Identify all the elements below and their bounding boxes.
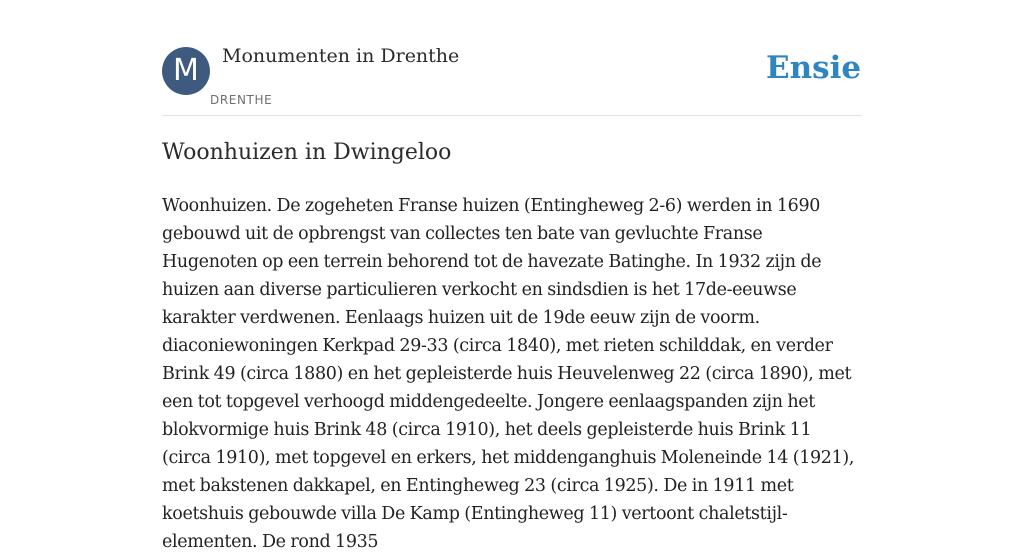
header-divider [162,115,862,116]
book-title-link[interactable]: Monumenten in Drenthe [222,45,460,67]
avatar[interactable]: M [162,47,210,95]
category-link[interactable]: DRENTHE [210,93,273,107]
brand-logo[interactable]: Ensie [766,50,862,86]
article-title: Woonhuizen in Dwingeloo [162,140,452,165]
article-body: Woonhuizen. De zogeheten Franse huizen (Entingheweg 2-6) werden in 1690 gebouwd uit de opbrengst van collectes ten bate van gevluchte Franse Hugenoten op een terrein behorend tot de havezate Batinghe. In 1932 zijn de huizen aan diverse particulieren verkocht en sindsdien is het 17de-eeuwse karakter verdwenen. Eenlaags huizen uit de 19de eeuw zijn de voorm. diaconiewoningen Kerkpad 29-33 (circa 1840), met rieten schilddak, en verder Brink 49 (circa 1880) en het gepleisterde huis Heuvelenweg 22 (circa 1890), met een tot topgevel verhoogd middengedeelte. Jongere eenlaagspanden zijn het blokvormige huis Brink 48 (circa 1910), het deels gepleisterde huis Brink 11 (circa 1910), met topgevel en erkers, het middenganghuis Moleneinde 14 (1921), met bakstenen dakkapel, en Entingheweg 23 (circa 1925). De in 1911 met koetshuis gebouwde villa De Kamp (Entingheweg 11) vertoont chaletstijl-elementen. De rond 1935 [162,196,855,552]
